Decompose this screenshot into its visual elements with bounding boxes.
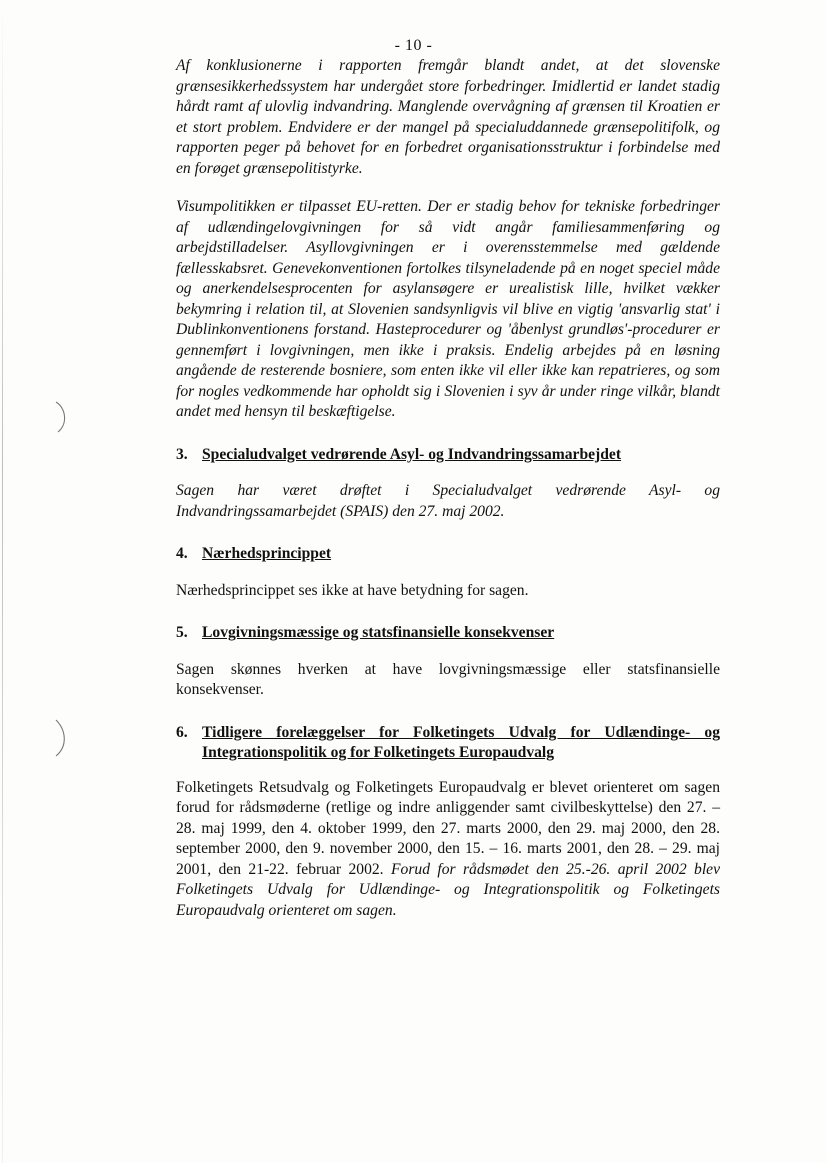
section-number: 4. xyxy=(176,545,188,562)
section-title: Specialudvalget vedrørende Asyl- og Indvandringssamarbejdet xyxy=(202,445,622,463)
section-body: Sagen har været drøftet i Specialudvalget vedrørende Asyl- og Indvandringssamarbejdet (SPAIS) den 27. maj 2002. xyxy=(176,482,720,520)
section-title: Nærhedsprincippet xyxy=(202,545,332,562)
section-number: 6. xyxy=(176,723,188,741)
section-heading xyxy=(176,723,720,764)
section-number: 5. xyxy=(176,624,188,641)
section-heading xyxy=(176,623,720,644)
section-body-italic: Forud for rådsmødet den 25.-26. april 2002 blev Folketingets Udvalg for Udlændinge- og Integrationspolitik og Folketingets Europaudvalg orienteret om sagen. xyxy=(176,860,720,919)
section-body xyxy=(176,778,720,922)
section-body-regular: Folketingets Retsudvalg og Folketingets Europaudvalg er blevet orienteret om sagen forud for rådsmøderne (retlige og indre anliggender samt civilbeskyttelse) den 27. – 28. maj 1999, den 4. oktober 1999, den 27. marts 2000, den 29. maj 2000, den 28. september 2000, den 9. november 2000, den 15. – 16. marts 2001, den 28. – 29. maj 2001, den 21-22. februar 2002. xyxy=(176,778,720,878)
section-body: Nærhedsprincippet ses ikke at have betydning for sagen. xyxy=(176,581,529,599)
section-title: Lovgivningsmæssige og statsfinansielle konsekvenser xyxy=(202,624,555,641)
section-body: Sagen skønnes hverken at have lovgivningsmæssige eller statsfinansielle konsekvenser. xyxy=(176,660,720,698)
document-body xyxy=(176,56,720,921)
paragraph-rapport-konklusioner: Af konklusionerne i rapporten fremgår blandt andet, at det slovenske grænsesikkerhedssystem har undergået store forbedringer. Imidlertid er landet stadig hårdt ramt af ulovlig indvandring. Manglende overvågning af grænsen til Kroatien er et stort problem. Endvidere er der mangel på specialuddannede grænsepolitifolk, og rapporten peger på behovet for en forbedret organisationsstruktur i forbindelse med en forøget grænsepolitistyrke. xyxy=(176,57,720,177)
punch-hole-mark xyxy=(52,718,72,758)
section-number: 3. xyxy=(176,445,188,463)
page-number: - 10 - xyxy=(394,37,433,54)
section-heading xyxy=(176,445,720,466)
paragraph-visumpolitik: Visumpolitikken er tilpasset EU-retten. Der er stadig behov for tekniske forbedringer af udlændingelovgivningen for så vidt angår familiesammenføring og arbejdstilladelser. Asyllovgivningen er i overensstemmelse med gældende fællesskabsret. Genevekonventionen fortolkes tilsyneladende på en noget speciel måde og anerkendelsesprocenten for asylansøgere er urealistisk lille, hvilket vækker bekymring i relation til, at Slovenien sandsynligvis vil blive en vigtig 'ansvarlig stat' i Dublinkonventionens forstand. Hasteprocedurer og 'åbenlyst grundløs'-procedurer er gennemført i lovgivningen, men ikke i praksis. Endelig arbejdes på en løsning angående de resterende bosniere, som enten ikke vil eller ikke kan repatrieres, og som for nogles vedkommende har opholdt sig i Slovenien i syv år under ringe vilkår, blandt andet med hensyn til beskæftigelse. xyxy=(176,198,720,420)
punch-hole-mark xyxy=(52,400,72,434)
scan-edge-line xyxy=(2,0,3,1163)
section-heading xyxy=(176,544,720,565)
section-title: Tidligere forelæggelser for Folketingets Udvalg for Udlændinge- og Integrationspolitik og for Folketingets Europaudvalg xyxy=(202,723,720,761)
